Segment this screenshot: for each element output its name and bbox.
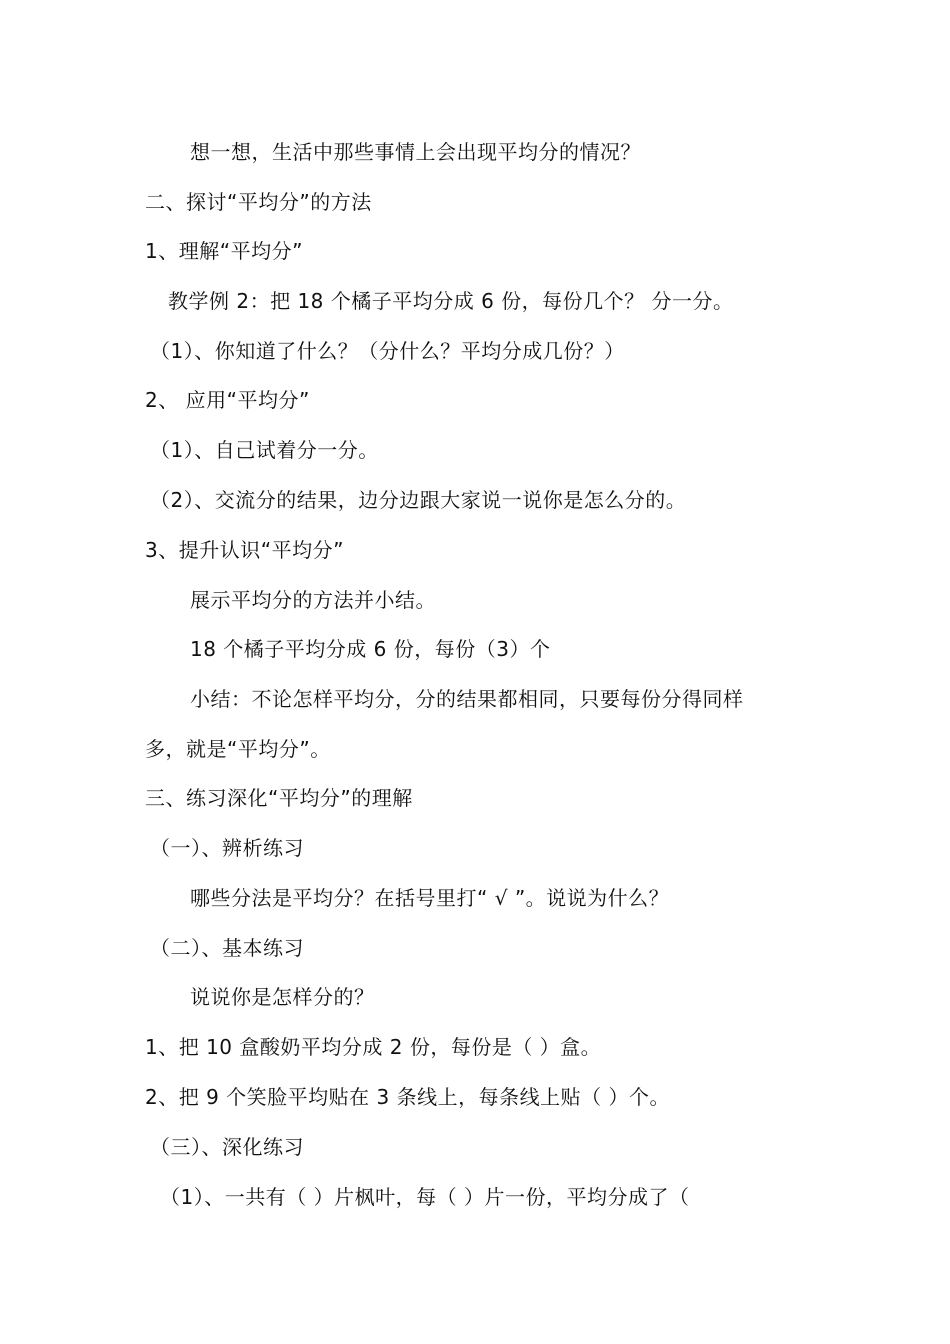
text-line: 说说你是怎样分的？ (190, 985, 375, 1009)
text-line: 2、把 9 个笑脸平均贴在 3 条线上，每条线上贴（ ）个。 (145, 1085, 670, 1109)
subsection-heading: 2、 应用“平均分” (145, 388, 310, 412)
text-line: （2）、交流分的结果，边分边跟大家说一说你是怎么分的。 (150, 488, 687, 512)
subsection-heading: （一）、辨析练习 (150, 836, 304, 860)
text-line: （1）、一共有（ ）片枫叶，每（ ）片一份，平均分成了（ (160, 1185, 690, 1209)
text-line: 多，就是“平均分”。 (145, 737, 331, 761)
text-line: 教学例 2：把 18 个橘子平均分成 6 份，每份几个？ 分一分。 (168, 289, 734, 313)
section-heading: 二、探讨“平均分”的方法 (145, 190, 372, 214)
subsection-heading: 1、理解“平均分” (145, 239, 303, 263)
subsection-heading: 3、提升认识“平均分” (145, 538, 344, 562)
text-line: （1）、你知道了什么？（分什么？平均分成几份？） (150, 339, 625, 363)
text-line: 1、把 10 盒酸奶平均分成 2 份，每份是（ ）盒。 (145, 1035, 602, 1059)
subsection-heading: （三）、深化练习 (150, 1135, 304, 1159)
subsection-heading: （二）、基本练习 (150, 936, 304, 960)
text-line: 小结：不论怎样平均分，分的结果都相同，只要每份分得同样 (190, 687, 744, 711)
text-line: 18 个橘子平均分成 6 份，每份（3）个 (190, 637, 551, 661)
text-line: 哪些分法是平均分？在括号里打“ √ ”。说说为什么？ (190, 886, 670, 910)
text-line: 想一想，生活中那些事情上会出现平均分的情况？ (190, 140, 641, 164)
section-heading: 三、练习深化“平均分”的理解 (145, 786, 413, 810)
text-line: 展示平均分的方法并小结。 (190, 588, 436, 612)
text-line: （1）、自己试着分一分。 (150, 438, 379, 462)
